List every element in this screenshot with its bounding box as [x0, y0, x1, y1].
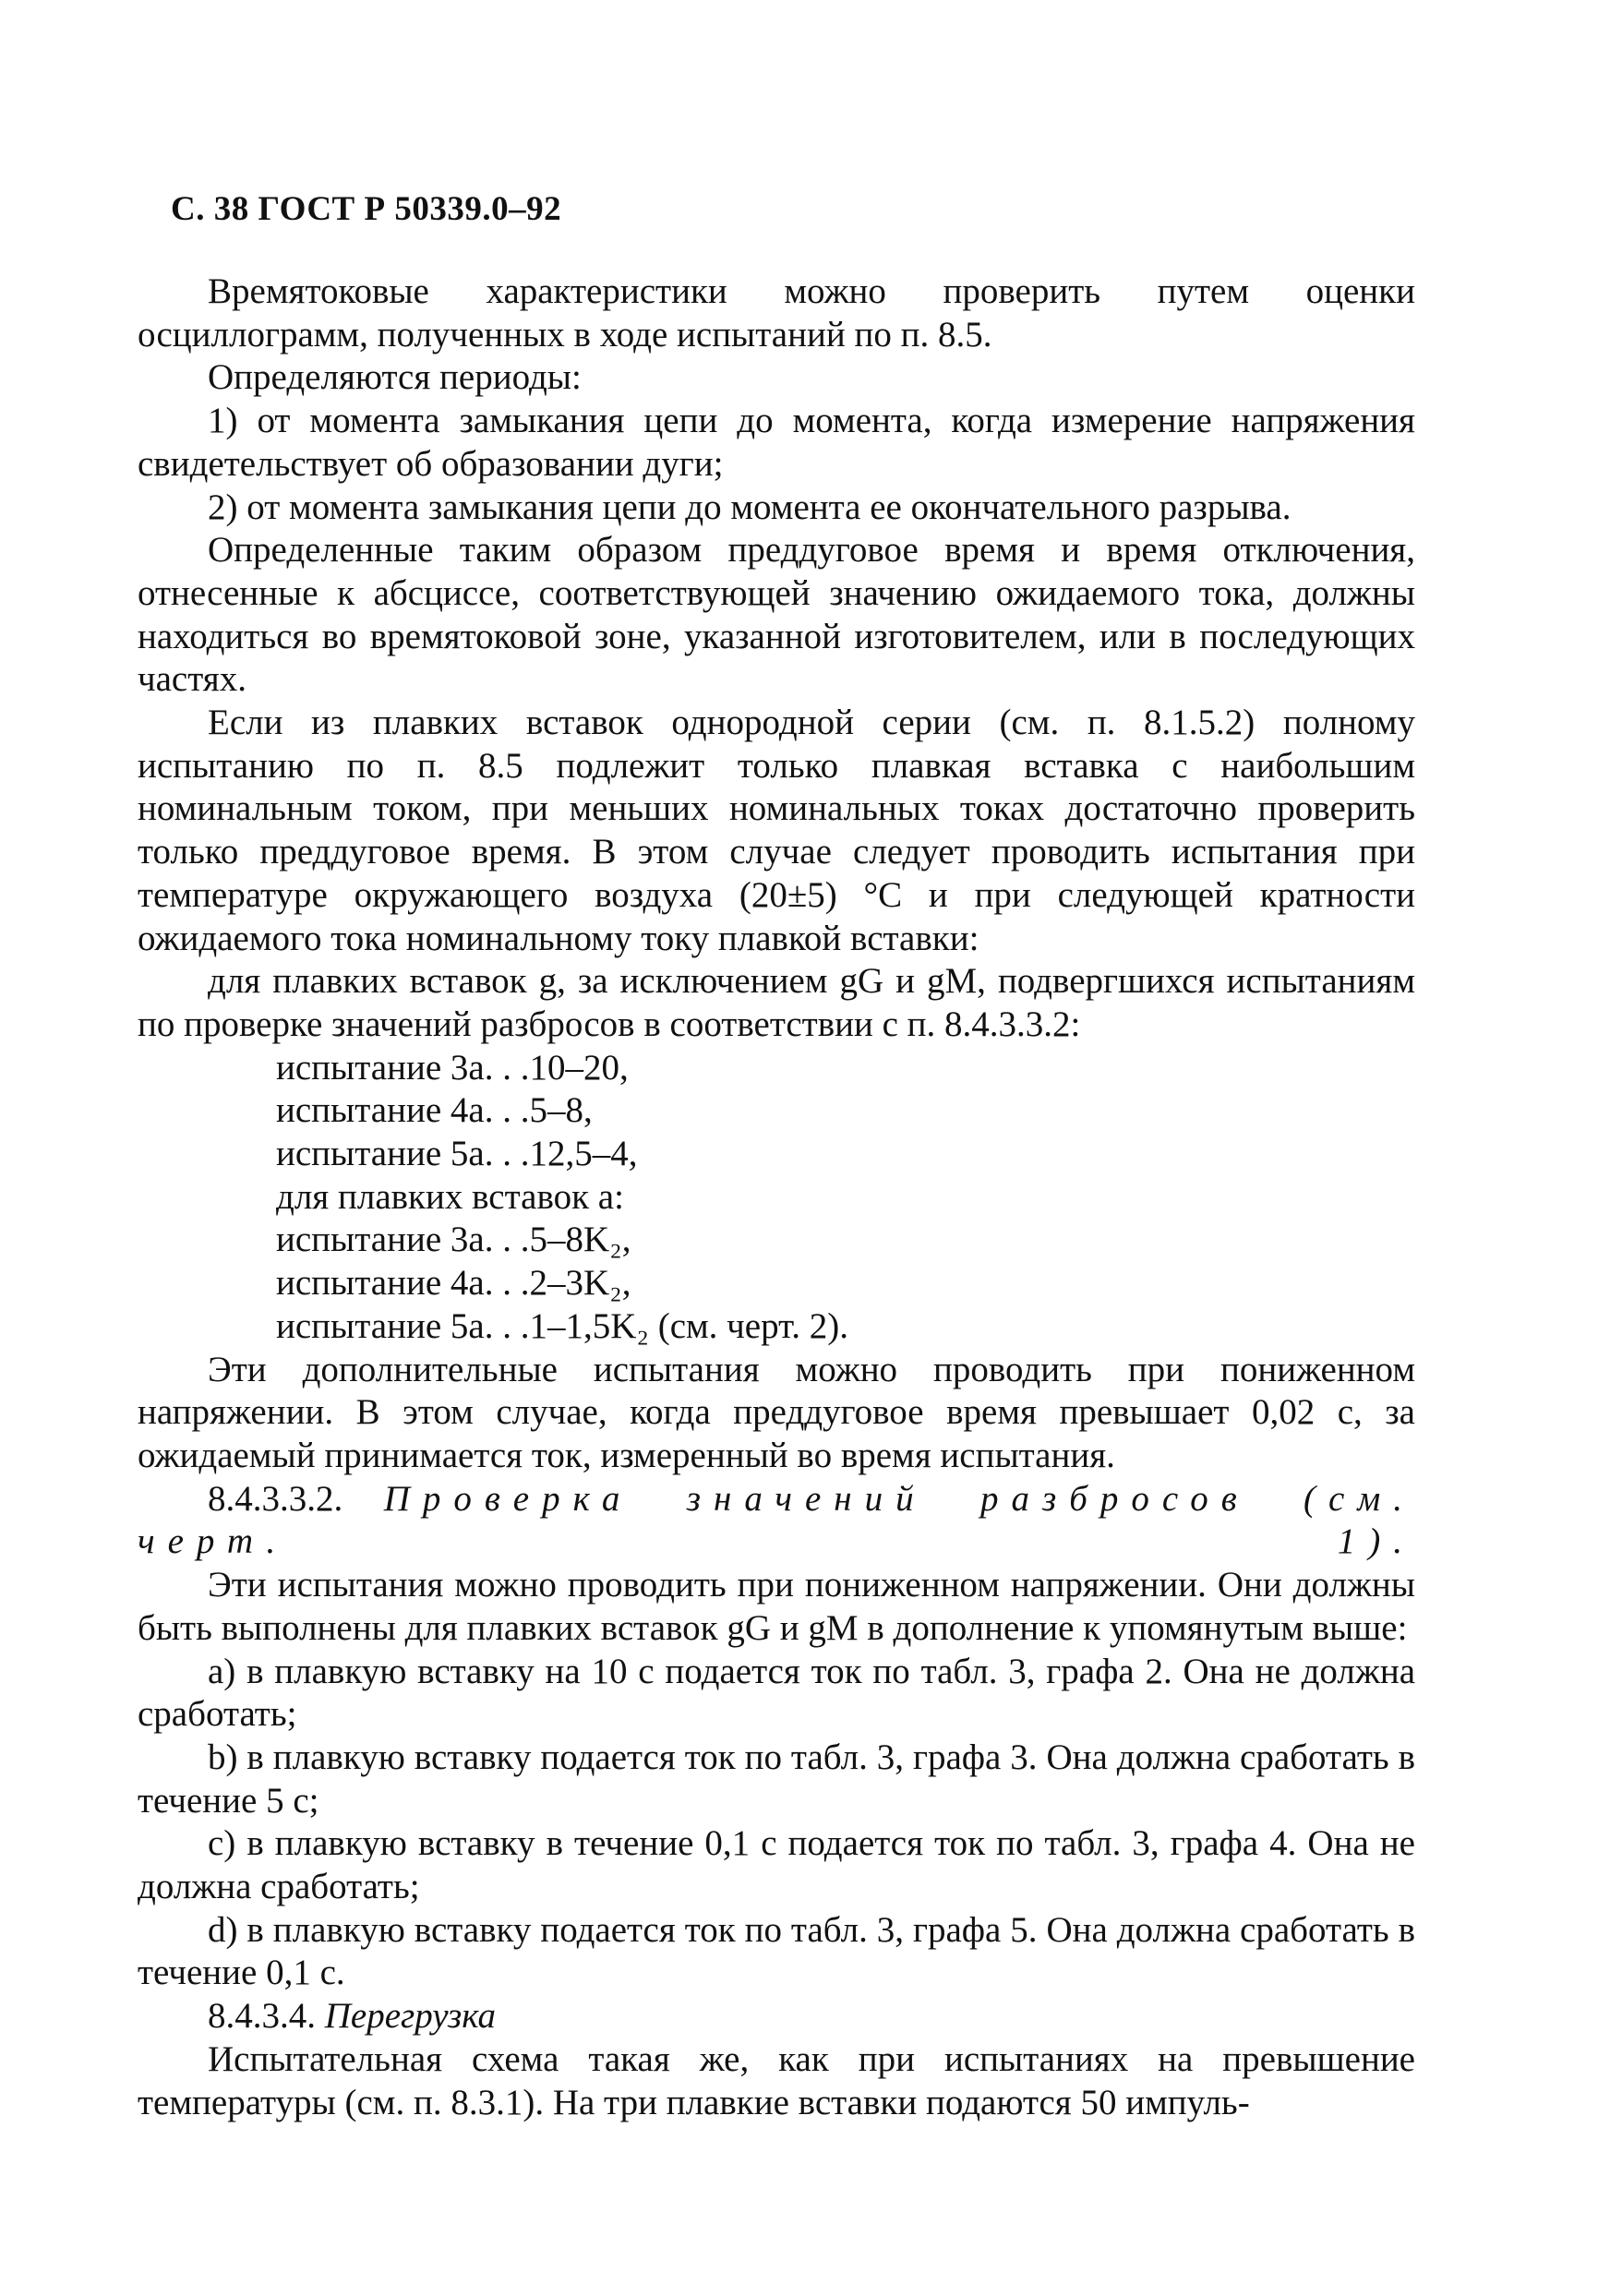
section-heading-8-4-3-4 — [138, 1995, 1415, 2038]
section-heading-8-4-3-3-2 — [138, 1478, 1415, 1564]
paragraph-periods: Определяются периоды: — [208, 357, 582, 398]
paragraph-period-2: 2) от момента замыкания цепи до момента ее окончательного разрыва. — [208, 487, 1292, 527]
paragraph-homogeneous-series: Если из плавких вставок однородной серии (см. п. 8.1.5.2) полному испытанию по п. 8.5 подлежит только плавкая вставка с наибольшим номинальным током, при меньших номинальных токах достаточно проверить только преддуговое время. В этом случае следует проводить испытания при температуре окружающего воздуха (20±5) °С и при следующей кратности ожидаемого тока номинальному току плавкой вставки: — [138, 703, 1415, 958]
paragraph-item-a: а) в плавкую вставку на 10 с подается ток по табл. 3, графа 2. Она не должна сработать; — [138, 1651, 1415, 1735]
paragraph-item-b: b) в плавкую вставку подается ток по табл. 3, графа 3. Она должна сработать в течение 5 с; — [138, 1737, 1415, 1821]
list-item: испытание 4а. . .2–3K₂, — [276, 1263, 631, 1304]
section-title: Перегрузка — [324, 1996, 497, 2037]
paragraph-spread-tests: Эти испытания можно проводить при пониженном напряжении. Они должны быть выполнены для плавких вставок gG и gM в дополнение к упомянутым выше: — [138, 1565, 1415, 1648]
list-item: испытание 3а. . .5–8K₂, — [276, 1220, 631, 1260]
section-number: 8.4.3.4. — [208, 1996, 316, 2037]
paragraph-period-1: 1) от момента замыкания цепи до момента, когда измерение напряжения свидетельствует об образовании дуги; — [138, 401, 1415, 484]
paragraph-overload: Испытательная схема такая же, как при испытаниях на превышение температуры (см. п. 8.3.1). На три плавкие вставки подаются 50 импуль- — [138, 2038, 1415, 2122]
paragraph-g-inserts: для плавких вставок g, за исключением gG и gM, подвергшихся испытаниям по проверке значений разбросов в соответствии с п. 8.4.3.3.2: — [138, 961, 1415, 1044]
list-item: испытание 3а. . .10–20, — [276, 1047, 629, 1088]
page-header: С. 38 ГОСТ Р 50339.0–92 — [171, 190, 562, 228]
list-a-title: для плавких вставок a: — [276, 1176, 624, 1217]
paragraph-reduced-voltage: Эти дополнительные испытания можно проводить при пониженном напряжении. В этом случае, когда преддуговое время превышает 0,02 с, за ожидаемый принимается ток, измеренный во время испытания. — [138, 1349, 1415, 1475]
paragraph-item-d: d) в плавкую вставку подается ток по табл. 3, графа 5. Она должна сработать в течение 0,1 с. — [138, 1909, 1415, 1993]
section-number: 8.4.3.3.2. — [208, 1478, 343, 1519]
section-title: Проверка значений разбросов (см. черт. 1). — [138, 1478, 1415, 1562]
document-body — [138, 270, 1415, 2124]
list-item: испытание 5а. . .1–1,5K₂ (см. черт. 2). — [276, 1305, 848, 1346]
list-item: испытание 4а. . .5–8, — [276, 1090, 593, 1131]
test-list-g — [138, 1047, 1415, 1349]
list-item: испытание 5а. . .12,5–4, — [276, 1134, 638, 1174]
paragraph-time-zone: Определенные таким образом преддуговое время и время отключения, отнесенные к абсциссе, соответствующей значению ожидаемого тока, должны находиться во времятоковой зоне, указанной изготовителем, или в последующих частях. — [138, 530, 1415, 700]
paragraph-item-c: с) в плавкую вставку в течение 0,1 с подается ток по табл. 3, графа 4. Она не должна сработать; — [138, 1823, 1415, 1907]
paragraph-oscillograms: Времятоковые характеристики можно проверить путем оценки осциллограмм, полученных в ходе испытаний по п. 8.5. — [138, 271, 1415, 355]
